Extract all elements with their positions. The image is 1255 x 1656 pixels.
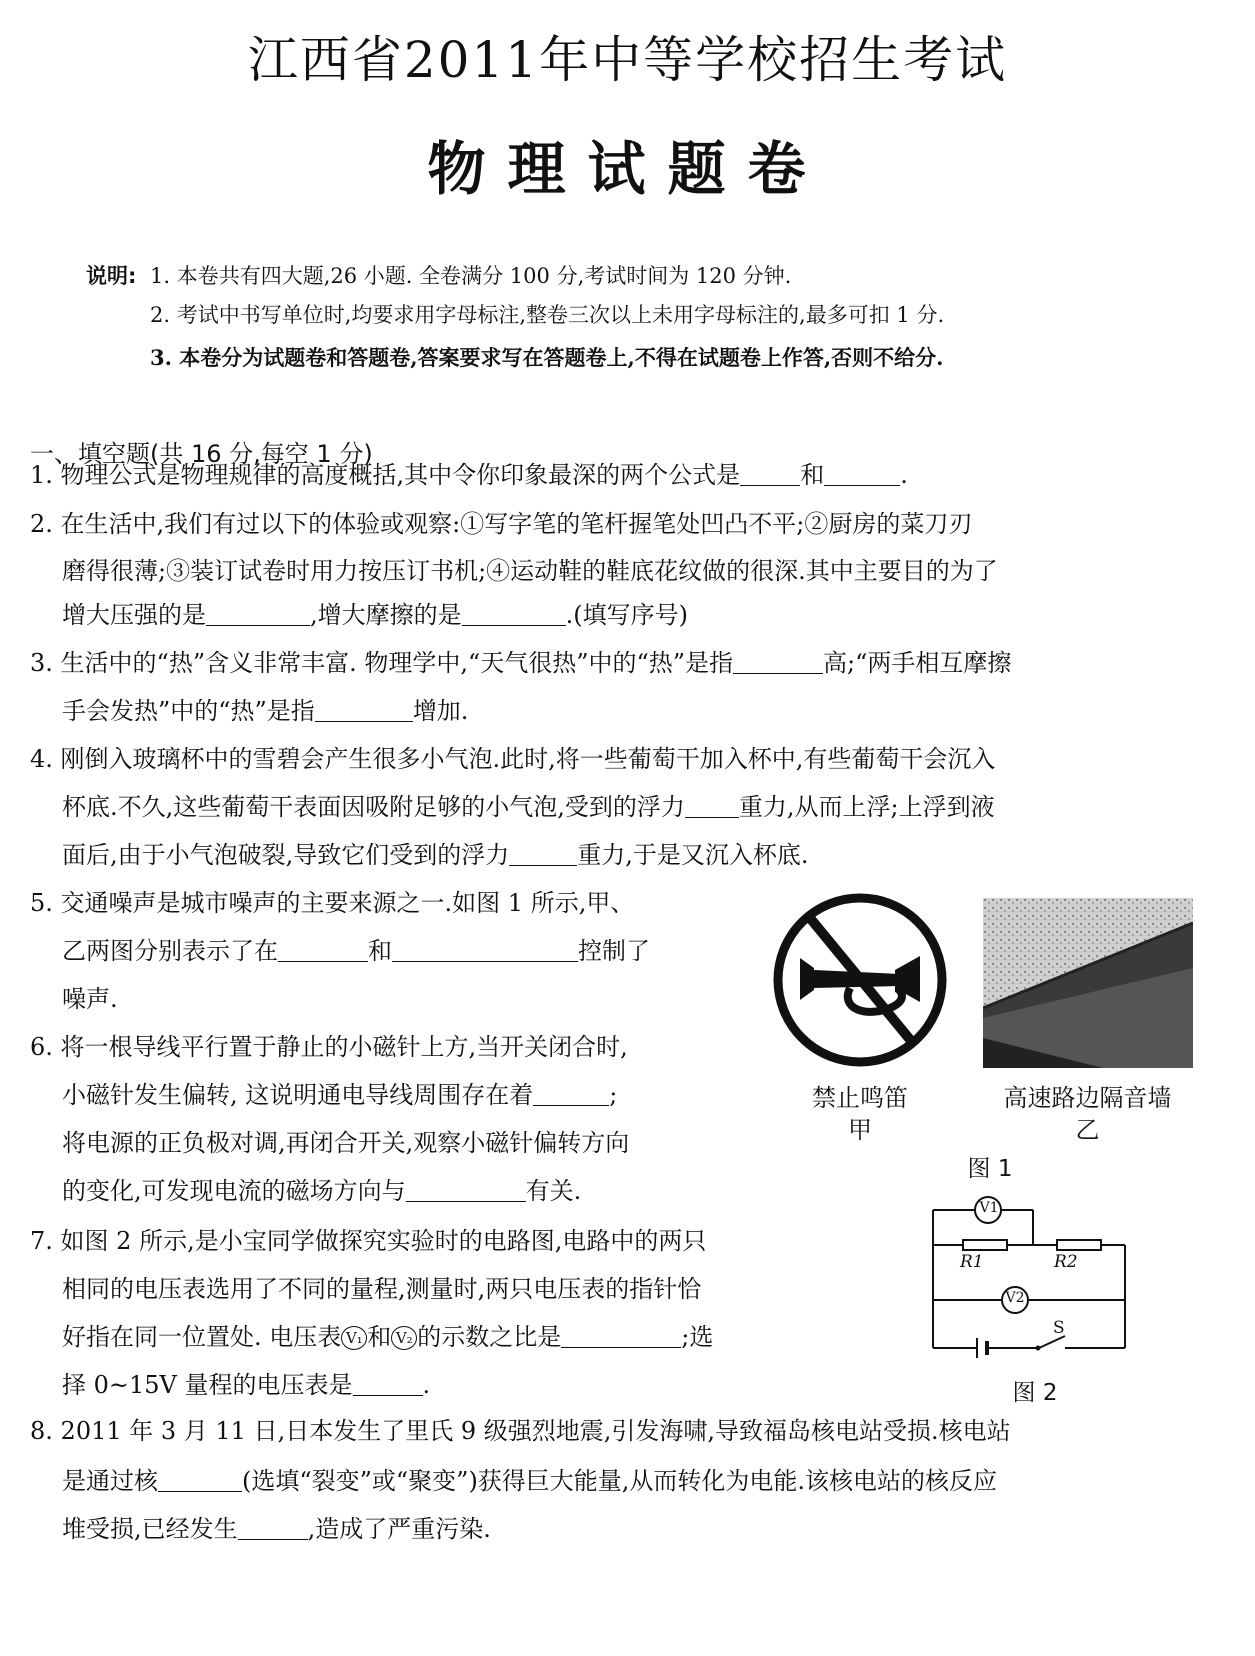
figure1-jia-label: 甲: [848, 1116, 872, 1144]
r1-label: R1: [960, 1252, 984, 1272]
question-text: 有关.: [525, 1177, 582, 1205]
instruction-1: 1. 本卷共有四大题,26 小题. 全卷满分 100 分,考试时间为 120 分钟.: [150, 264, 792, 288]
question-8-line-3: [62, 1514, 491, 1544]
answer-blank[interactable]: [533, 1081, 609, 1106]
question-number: 1.: [30, 461, 53, 489]
question-7-line-3: [62, 1322, 713, 1352]
answer-blank[interactable]: [733, 649, 823, 674]
question-text: 的示数之比是: [417, 1323, 562, 1351]
instruction-2: 2. 考试中书写单位时,均要求用字母标注,整卷三次以上未用字母标注的,最多可扣 1 分.: [150, 303, 945, 327]
question-number: 6.: [30, 1033, 53, 1061]
question-3-line-1: [30, 648, 1011, 678]
exam-subtitle: 物理试题卷: [427, 135, 828, 203]
question-text: 在生活中,我们有过以下的体验或观察:①写字笔的笔杆握笔处凹凸不平;②厨房的菜刀刃: [60, 510, 973, 538]
answer-blank[interactable]: [740, 461, 800, 486]
question-text: 物理公式是物理规律的高度概括,其中令你印象最深的两个公式是: [60, 461, 741, 489]
question-text: .: [900, 461, 908, 489]
question-text: 手会发热”中的“热”是指: [62, 697, 315, 725]
question-5-line-2: [62, 936, 650, 966]
question-number: 7.: [30, 1227, 53, 1255]
question-4-line-1: [30, 744, 995, 774]
question-number: 2.: [30, 510, 53, 538]
question-text: 将一根导线平行置于静止的小磁针上方,当开关闭合时,: [60, 1033, 628, 1061]
question-1: [30, 460, 908, 490]
question-text: 面后,由于小气泡破裂,导致它们受到的浮力: [62, 841, 510, 869]
answer-blank[interactable]: [685, 793, 739, 818]
question-text: .(填写序号): [565, 601, 688, 629]
question-text: ;选: [681, 1323, 714, 1351]
question-text: ,增大摩擦的是: [310, 601, 462, 629]
answer-blank[interactable]: [406, 1177, 526, 1202]
figure1-yi-caption: 高速路边隔音墙: [1003, 1084, 1172, 1112]
question-text: 如图 2 所示,是小宝同学做探究实验时的电路图,电路中的两只: [60, 1227, 707, 1255]
question-4-line-2: [62, 792, 995, 822]
figure1-label: 图 1: [967, 1156, 1013, 1182]
question-text: 重力,于是又沉入杯底.: [577, 841, 809, 869]
voltmeter-v1-symbol: V₁: [341, 1326, 367, 1350]
figure2-label: 图 2: [1012, 1380, 1058, 1406]
question-text: 重力,从而上浮;上浮到液: [738, 793, 995, 821]
question-3-line-2: [62, 696, 468, 726]
question-6-line-1: [30, 1032, 628, 1062]
question-7-line-2: 相同的电压表选用了不同的量程,测量时,两只电压表的指针恰: [62, 1275, 702, 1303]
question-text: 好指在同一位置处. 电压表: [62, 1323, 342, 1351]
answer-blank[interactable]: [392, 937, 578, 962]
question-text: 和: [368, 937, 392, 965]
question-text: ,造成了严重污染.: [307, 1515, 491, 1543]
answer-blank[interactable]: [158, 1467, 242, 1492]
question-text: 生活中的“热”含义非常丰富. 物理学中,“天气很热”中的“热”是指: [60, 649, 734, 677]
circuit-diagram: [925, 1188, 1135, 1368]
question-6-line-4: [62, 1176, 581, 1206]
question-text: 是通过核: [62, 1467, 158, 1495]
section-heading: 一、填空题(共 16 分,每空 1 分): [30, 440, 373, 468]
question-7-line-1: [30, 1226, 706, 1256]
question-text: 2011 年 3 月 11 日,日本发生了里氏 9 级强烈地震,引发海啸,导致福岛核电站受损.核电站: [60, 1417, 1011, 1445]
question-text: 增大压强的是: [62, 601, 206, 629]
noise-barrier-photo: [983, 898, 1193, 1068]
answer-blank[interactable]: [206, 601, 310, 626]
answer-blank[interactable]: [278, 937, 368, 962]
voltmeter-v2-symbol: V₂: [391, 1326, 417, 1350]
question-text: 和: [800, 461, 825, 489]
answer-blank[interactable]: [238, 1515, 308, 1540]
question-number: 5.: [30, 889, 53, 917]
question-text: 高;“两手相互摩擦: [823, 649, 1012, 677]
question-text: 乙两图分别表示了在: [62, 937, 278, 965]
question-text: 交通噪声是城市噪声的主要来源之一.如图 1 所示,甲、: [60, 889, 635, 917]
question-text: ;: [609, 1081, 618, 1109]
question-2-line-2: 磨得很薄;③装订试卷时用力按压订书机;④运动鞋的鞋底花纹做的很深.其中主要目的为了: [62, 557, 998, 585]
figure1-jia-caption: 禁止鸣笛: [812, 1084, 908, 1112]
question-text: .: [422, 1371, 431, 1399]
question-text: 堆受损,已经发生: [62, 1515, 238, 1543]
question-4-line-3: [62, 840, 809, 870]
answer-blank[interactable]: [353, 1371, 423, 1396]
answer-blank[interactable]: [315, 697, 413, 722]
switch-label: S: [1053, 1318, 1065, 1338]
question-7-line-4: [62, 1370, 430, 1400]
figure1-yi-label: 乙: [1075, 1116, 1100, 1144]
question-text: 刚倒入玻璃杯中的雪碧会产生很多小气泡.此时,将一些葡萄干加入杯中,有些葡萄干会沉入: [60, 745, 996, 773]
exam-title: 江西省2011年中等学校招生考试: [247, 31, 1008, 89]
answer-blank[interactable]: [824, 461, 900, 486]
question-8-line-1: [30, 1416, 1011, 1446]
question-2-line-3: [62, 600, 688, 630]
question-text: 增加.: [412, 697, 469, 725]
question-number: 8.: [30, 1417, 53, 1445]
question-text: 杯底.不久,这些葡萄干表面因吸附足够的小气泡,受到的浮力: [62, 793, 685, 821]
v2-label: V2: [1005, 1290, 1025, 1306]
question-5-line-3: 噪声.: [62, 985, 118, 1013]
answer-blank[interactable]: [462, 601, 566, 626]
no-horn-sign-icon: [770, 890, 950, 1070]
question-text: 的变化,可发现电流的磁场方向与: [62, 1177, 406, 1205]
question-6-line-2: [62, 1080, 617, 1110]
question-text: (选填“裂变”或“聚变”)获得巨大能量,从而转化为电能.该核电站的核反应: [242, 1467, 998, 1495]
question-5-line-1: [30, 888, 634, 918]
v1-label: V1: [979, 1200, 999, 1216]
question-text: 择 0~15V 量程的电压表是: [62, 1371, 353, 1399]
question-number: 4.: [30, 745, 53, 773]
answer-blank[interactable]: [561, 1323, 681, 1348]
instruction-3: 3. 本卷分为试题卷和答题卷,答案要求写在答题卷上,不得在试题卷上作答,否则不给分.: [150, 345, 944, 370]
answer-blank[interactable]: [509, 841, 577, 866]
question-text: 控制了: [578, 937, 650, 965]
question-text: 小磁针发生偏转, 这说明通电导线周围存在着: [62, 1081, 534, 1109]
r2-label: R2: [1054, 1252, 1078, 1272]
question-text: 和: [367, 1323, 392, 1351]
question-2-line-1: [30, 509, 972, 539]
question-8-line-2: [62, 1466, 997, 1496]
instructions-label: 说明:: [86, 264, 137, 288]
question-number: 3.: [30, 649, 53, 677]
question-6-line-3: 将电源的正负极对调,再闭合开关,观察小磁针偏转方向: [62, 1129, 630, 1157]
